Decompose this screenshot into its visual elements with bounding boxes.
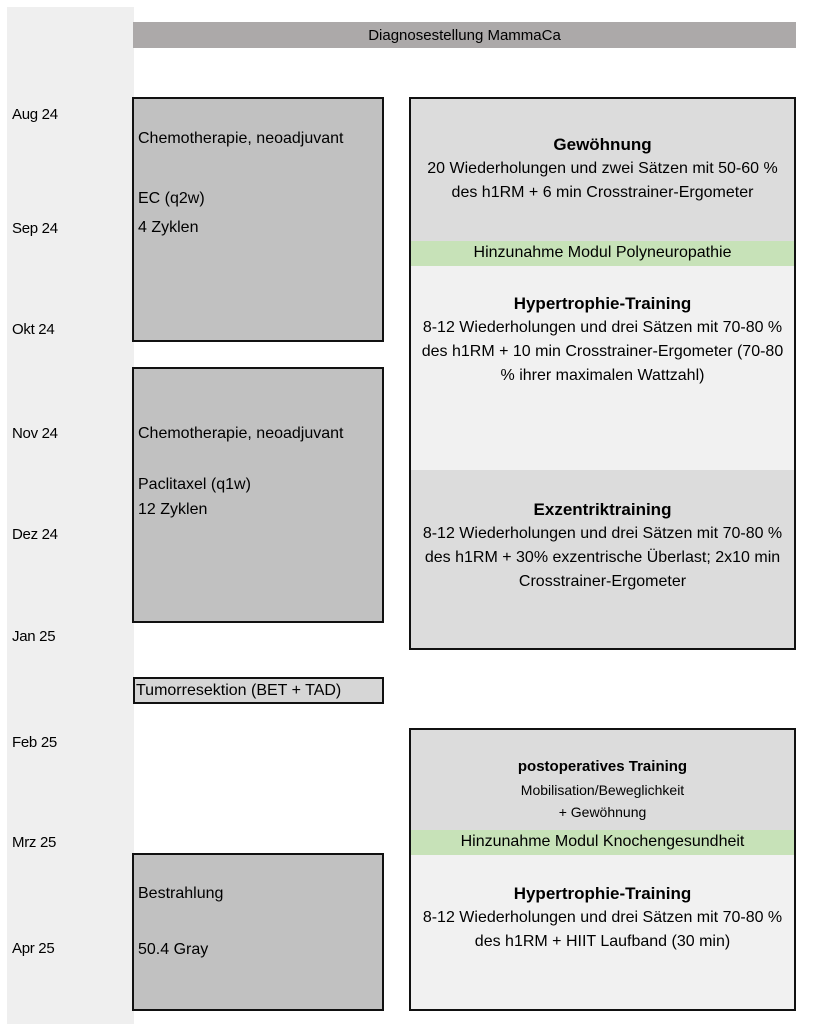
postop-line1: Mobilisation/Beweglichkeit	[520, 782, 685, 798]
hypertrophie-post-title: Hypertrophie-Training	[513, 884, 692, 903]
month-label: Okt 24	[12, 321, 55, 338]
module-knochengesundheit: Hinzunahme Modul Knochengesundheit	[411, 830, 794, 855]
month-label: Dez 24	[12, 526, 58, 543]
hypertrophie-title: Hypertrophie-Training	[513, 294, 692, 313]
month-label: Aug 24	[12, 106, 58, 123]
month-label: Apr 25	[12, 940, 55, 957]
chemo-paclitaxel-title: Chemotherapie, neoadjuvant	[138, 425, 344, 442]
chemo-paclitaxel-regimen: Paclitaxel (q1w)	[138, 476, 251, 493]
training-plan-neoadjuvant	[409, 97, 796, 650]
chemo-ec-box	[132, 97, 384, 342]
tumor-resection-box: Tumorresektion (BET + TAD)	[133, 677, 384, 704]
gewoehnung-section	[411, 99, 794, 241]
month-label: Sep 24	[12, 220, 58, 237]
radiation-title: Bestrahlung	[138, 885, 224, 902]
hypertrophie-post-section	[411, 855, 794, 1011]
exzentrik-text: 8-12 Wiederholungen und drei Sätzen mit 70-80 % des h1RM + 30% exzentrische Überlast; 2x10 min Crosstrainer-Ergometer	[422, 525, 783, 590]
training-plan-postoperative	[409, 728, 796, 1011]
gewoehnung-title: Gewöhnung	[553, 135, 652, 154]
month-label: Feb 25	[12, 734, 57, 751]
hypertrophie-text: 8-12 Wiederholungen und drei Sätzen mit 70-80 % des h1RM + 10 min Crosstrainer-Ergometer (70-80 % ihrer maximalen Wattzahl)	[421, 319, 784, 384]
timeline-column	[7, 7, 134, 1024]
diagnosis-bar: Diagnosestellung MammaCa	[133, 22, 796, 48]
month-label: Nov 24	[12, 425, 58, 442]
module-polyneuropathie: Hinzunahme Modul Polyneuropathie	[411, 241, 794, 266]
chemo-ec-cycles: 4 Zyklen	[138, 219, 199, 236]
chemo-paclitaxel-cycles: 12 Zyklen	[138, 501, 208, 518]
exzentrik-title: Exzentriktraining	[533, 500, 672, 519]
radiation-dose: 50.4 Gray	[138, 941, 209, 958]
hypertrophie-post-text: 8-12 Wiederholungen und drei Sätzen mit 70-80 % des h1RM + HIIT Laufband (30 min)	[422, 909, 783, 950]
chemo-ec-title: Chemotherapie, neoadjuvant	[138, 130, 344, 147]
hypertrophie-section	[411, 266, 794, 470]
postop-section	[411, 730, 794, 830]
postop-title: postoperatives Training	[517, 758, 688, 775]
chemo-paclitaxel-box	[132, 367, 384, 623]
month-label: Mrz 25	[12, 834, 57, 851]
chemo-ec-regimen: EC (q2w)	[138, 190, 205, 207]
month-label: Jan 25	[12, 628, 56, 645]
postop-line2: + Gewöhnung	[558, 804, 647, 820]
exzentrik-section	[411, 470, 794, 650]
radiation-box	[132, 853, 384, 1011]
gewoehnung-text: 20 Wiederholungen und zwei Sätzen mit 50-60 % des h1RM + 6 min Crosstrainer-Ergometer	[427, 160, 778, 201]
